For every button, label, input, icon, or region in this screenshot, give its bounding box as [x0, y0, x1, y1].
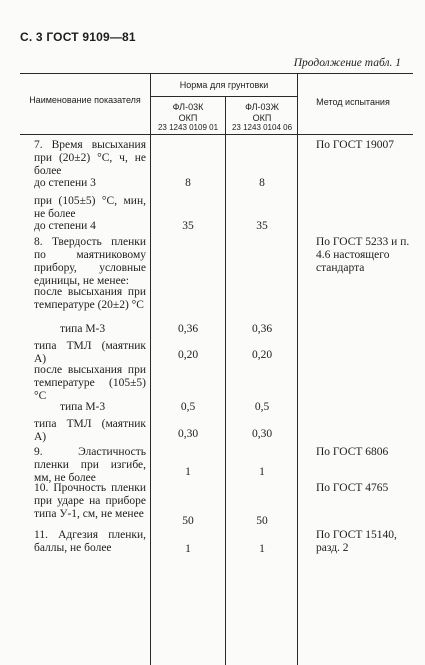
product-1-sub: ОКП [178, 112, 198, 123]
row-8f-value-1: 0,30 [177, 428, 199, 440]
row-8d-name: после высыхания при температуре (105±5) °С [34, 364, 146, 402]
row-8c-value-2: 0,20 [251, 349, 273, 361]
row-7-method: По ГОСТ 19007 [316, 139, 395, 151]
row-10-value-2: 50 [256, 515, 268, 527]
row-8-method: По ГОСТ 5233 и п. 4.6 настоящего стандарта [316, 236, 410, 274]
row-8a-name: после высыхания при температуре (20±2) °С [34, 286, 146, 311]
column-divider-3 [297, 73, 298, 665]
table-top-border [20, 73, 413, 74]
row-11-method: По ГОСТ 15140, разд. 2 [316, 529, 397, 554]
row-10-method: По ГОСТ 4765 [316, 482, 389, 494]
row-7a-value-2: 8 [259, 177, 265, 189]
row-8b-value-1: 0,36 [177, 323, 199, 335]
row-8c-name: типа ТМЛ (маятник А) [34, 340, 146, 365]
header-method-column: Метод испытания [316, 97, 390, 107]
column-divider-1 [150, 73, 151, 665]
row-8f-name: типа ТМЛ (маятник А) [34, 418, 146, 443]
row-11-value-1: 1 [185, 543, 191, 555]
row-7c-name: до степени 4 [34, 220, 96, 232]
row-7a-value-1: 8 [185, 177, 191, 189]
row-10-value-1: 50 [182, 515, 194, 527]
row-7-name: 7. Время высыхания при (20±2) °С, ч, не более [34, 139, 146, 177]
product-2-sub: ОКП [252, 112, 272, 123]
product-2-name: ФЛ-03Ж [245, 102, 279, 112]
row-8e-name: типа М-3 [60, 401, 106, 413]
header-bottom-border [20, 134, 413, 135]
row-7a-name: до степени 3 [34, 177, 96, 189]
header-norm-column: Норма для грунтовки [179, 80, 269, 90]
row-9-name: 9. Эластичность пленки при изгибе, мм, не более [34, 446, 146, 484]
table-continuation-caption: Продолжение табл. 1 [293, 57, 401, 69]
product-1-code: 23 1243 0109 01 [157, 123, 219, 132]
row-9-value-2: 1 [259, 466, 265, 478]
row-7b-name: при (105±5) °С, мин, не более [34, 195, 146, 220]
row-8-name: 8. Твердость пленки по маятниковому прибору, условные единицы, не менее: [34, 236, 146, 287]
row-11-name: 11. Адгезия пленки, баллы, не более [34, 529, 146, 554]
page-header: С. 3 ГОСТ 9109—81 [20, 30, 136, 44]
row-11-value-2: 1 [259, 543, 265, 555]
row-7c-value-1: 35 [182, 220, 194, 232]
header-name-column: Наименование показателя [29, 95, 141, 105]
header-product-1 [152, 102, 224, 134]
row-10-name: 10. Прочность пленки при ударе на приборе типа У-1, см, не менее [34, 482, 146, 520]
row-8e-value-1: 0,5 [180, 401, 196, 413]
row-8f-value-2: 0,30 [251, 428, 273, 440]
row-7c-value-2: 35 [256, 220, 268, 232]
row-9-method: По ГОСТ 6806 [316, 446, 389, 458]
row-8b-value-2: 0,36 [251, 323, 273, 335]
row-8e-value-2: 0,5 [254, 401, 270, 413]
header-product-2 [226, 102, 298, 134]
row-8b-name: типа М-3 [60, 323, 106, 335]
norm-header-divider [151, 96, 297, 97]
product-1-name: ФЛ-03К [172, 102, 204, 112]
row-8c-value-1: 0,20 [177, 349, 199, 361]
product-2-code: 23 1243 0104 06 [231, 123, 293, 132]
row-9-value-1: 1 [185, 466, 191, 478]
